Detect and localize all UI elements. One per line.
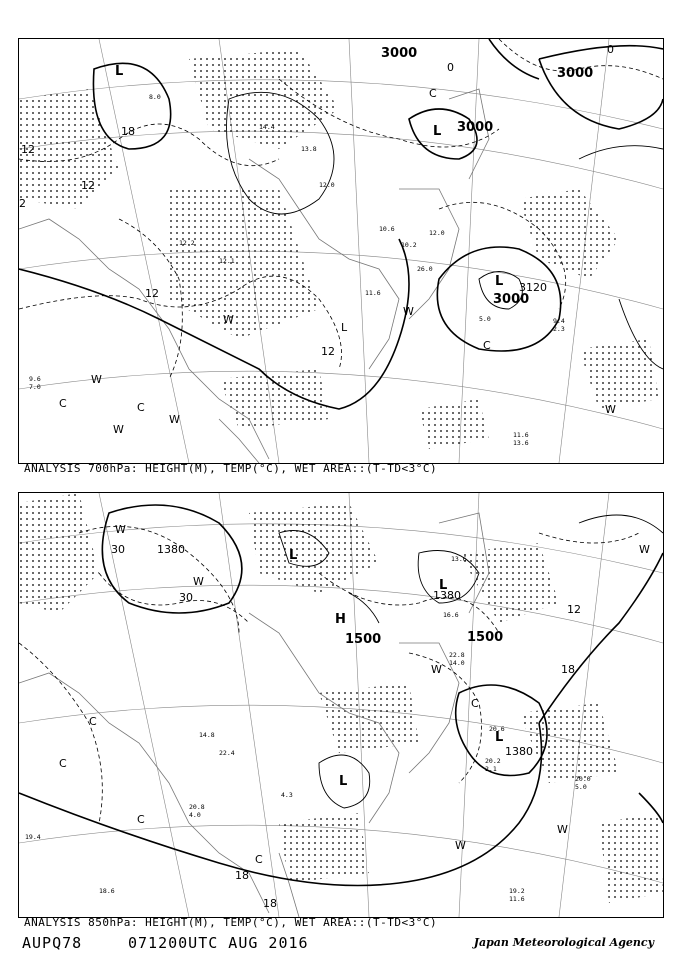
obs-value: 22.4 [219,749,235,757]
weather-chart-700hpa [19,39,663,463]
cold-marker: C [59,397,67,410]
obs-value: 26.0 [417,265,433,273]
bulletin-code: AUPQ78 [22,934,83,952]
obs-value: 12.0 [429,229,445,237]
isotherm-label: 12 [145,287,159,300]
obs-value: 5.0 [479,315,491,323]
obs-value: 19.2 [509,887,525,895]
height-label: 1380 [505,745,533,758]
cold-marker: C [137,813,145,826]
obs-value: 10.6 [379,225,395,233]
caption-700hpa: ANALYSIS 700hPa: HEIGHT(M), TEMP(°C), WET AREA::(T-TD<3°C) [24,462,438,475]
cold-marker: C [89,715,97,728]
obs-value: 14.0 [449,659,465,667]
height-label: 3000 [381,46,418,61]
caption-850hpa: ANALYSIS 850hPa: HEIGHT(M), TEMP(°C), WET AREA::(T-TD<3°C) [24,916,438,929]
map-panel-850hpa [18,492,664,918]
wet-areas [19,49,659,449]
warm-center-marker: W [115,523,126,536]
cold-marker: C [137,401,145,414]
obs-value: 2.3 [553,325,565,333]
cold-marker: C [483,339,491,352]
warm-marker: W [403,305,414,318]
warm-marker: W [557,823,568,836]
obs-value: 4.3 [281,791,293,799]
obs-value: 4.0 [189,811,201,819]
isotherm-label: 12 [321,345,335,358]
isotherm-label: 18 [561,663,575,676]
isotherm-label: 2 [19,197,26,210]
obs-value: 9.6 [29,375,41,383]
cold-marker: C [429,87,437,100]
cold-marker: C [471,697,479,710]
warm-marker: W [431,663,442,676]
obs-value: 14.4 [259,123,275,131]
obs-value: 11.6 [365,289,381,297]
isotherm-label: 30 [179,591,193,604]
obs-value: 20.8 [189,803,205,811]
obs-value: 12.1 [219,257,235,265]
height-label: 1380 [433,589,461,602]
cold-marker: C [255,853,263,866]
isotherm-label: 12 [567,603,581,616]
obs-value: 8.0 [149,93,161,101]
obs-value: 12.0 [319,181,335,189]
low-center-marker: L [339,774,348,789]
obs-value: 20.6 [489,725,505,733]
low-center-marker: L [115,64,124,79]
height-label: 1500 [345,632,382,647]
low-center-marker: L [495,274,504,289]
agency-name: Japan Meteorological Agency [473,936,654,949]
warm-center-marker: W [193,575,204,588]
low-center-marker: L [439,578,448,593]
warm-marker: W [605,403,616,416]
warm-marker: W [455,839,466,852]
isotherm-label: 0 [607,43,614,56]
obs-value: 16.6 [443,611,459,619]
obs-value: 13.8 [301,145,317,153]
obs-value: 20.0 [575,775,591,783]
weather-chart-850hpa [19,493,663,917]
obs-value: 20.2 [485,757,501,765]
height-label: 3120 [519,281,547,294]
obs-value: 11.6 [509,895,525,903]
warm-marker: W [639,543,650,556]
isotherm-label: 12 [81,179,95,192]
height-label: 1500 [467,630,504,645]
low-center-marker: L [495,730,504,745]
warm-marker: W [113,423,124,436]
obs-value: 9.4 [553,317,565,325]
obs-value: 14.8 [199,731,215,739]
obs-value: 5.0 [575,783,587,791]
isotherm-label: 0 [447,61,454,74]
obs-value: 12.2 [179,239,195,247]
obs-value: 19.4 [25,833,41,841]
high-center-marker: H [335,612,346,627]
isotherm-label: 18 [263,897,277,910]
obs-value: 7.0 [29,383,41,391]
warm-marker: W [223,313,234,326]
obs-value: 22.8 [449,651,465,659]
cold-marker: C [59,757,67,770]
obs-value: 11.6 [513,431,529,439]
height-label: 3000 [457,120,494,135]
low-center-marker: L [433,124,442,139]
warm-marker: W [91,373,102,386]
height-label: 1380 [157,543,185,556]
isotherm-label: 30 [111,543,125,556]
obs-value: 2.1 [485,765,497,773]
issue-time: 071200UTC AUG 2016 [128,934,309,952]
obs-value: 13.6 [451,555,467,563]
isotherm-label: 18 [121,125,135,138]
warm-cold-markers [59,87,616,436]
obs-value: 13.6 [513,439,529,447]
isotherm-label: 12 [21,143,35,156]
obs-value: 10.2 [401,241,417,249]
low-center-marker: L [289,548,298,563]
map-panel-700hpa [18,38,664,464]
height-label: 3000 [493,292,530,307]
obs-value: 18.6 [99,887,115,895]
warm-marker: W [169,413,180,426]
height-label: 3000 [557,66,594,81]
low-center-marker: L [341,321,348,334]
isotherm-label: 18 [235,869,249,882]
